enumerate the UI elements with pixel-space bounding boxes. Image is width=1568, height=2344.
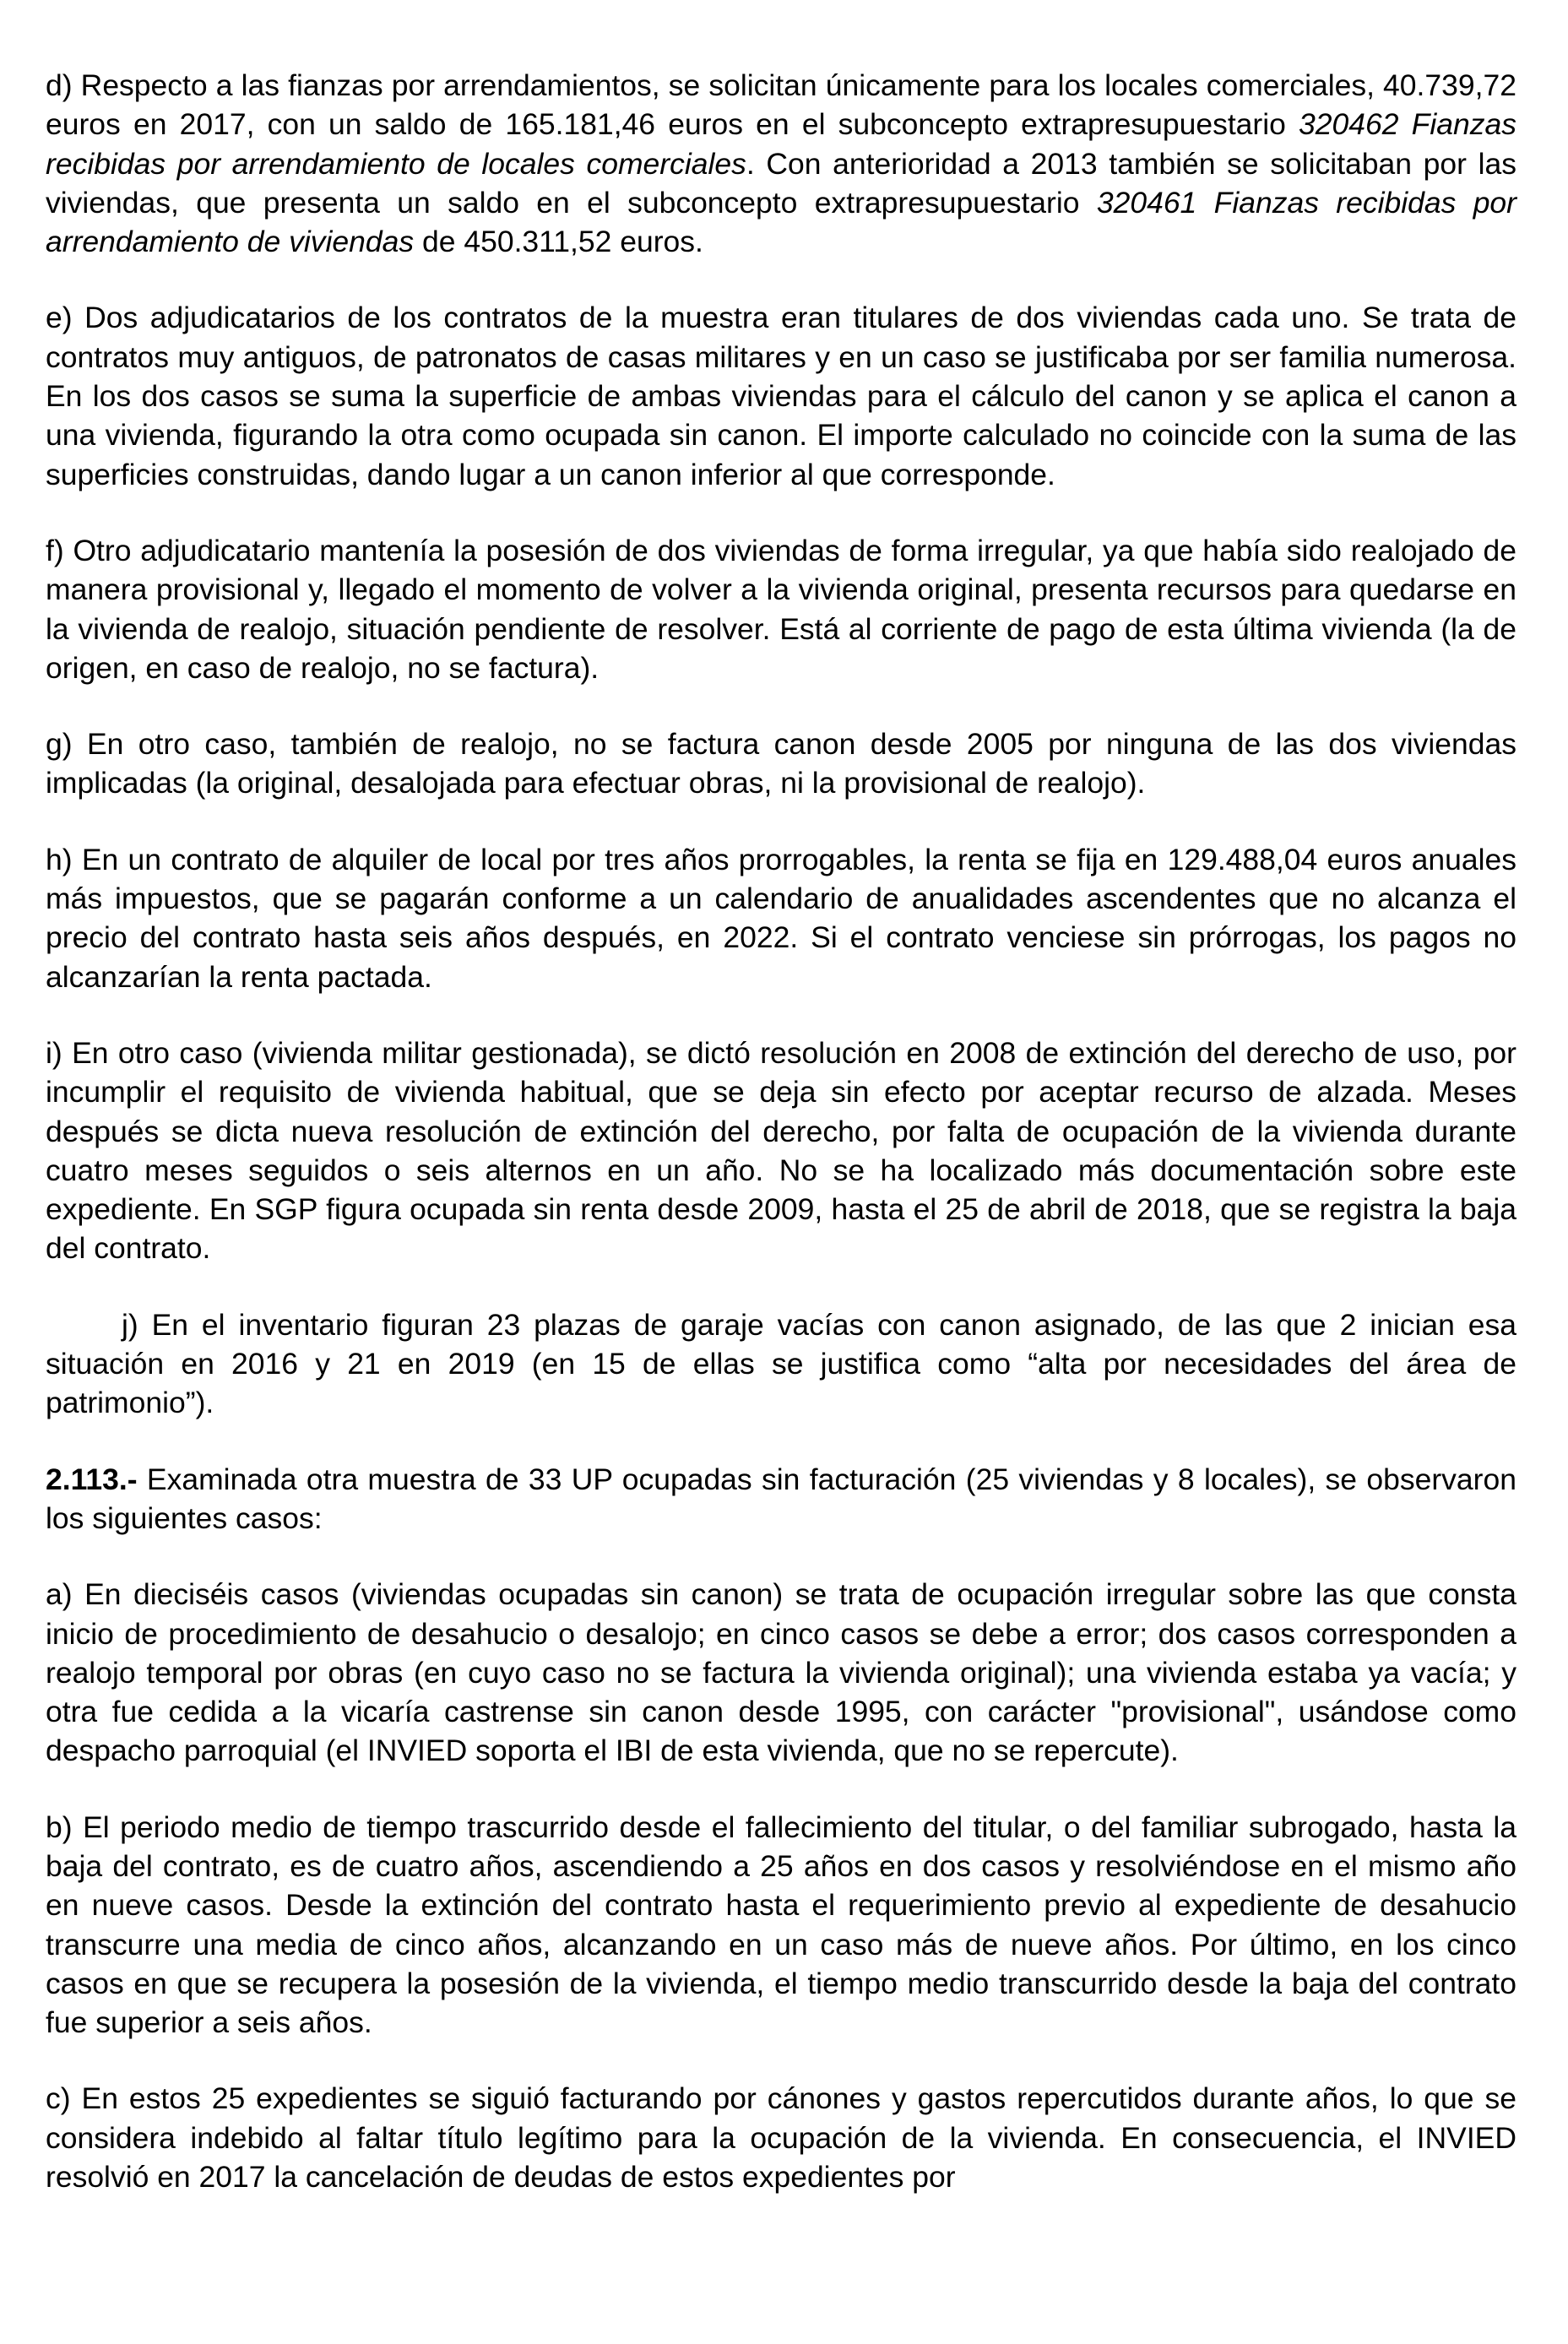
paragraph-text: b) El periodo medio de tiempo trascurrido desde el fallecimiento del titular, o del familiar subrogado, hasta la baja del contrato, es de cuatro años, ascendiendo a 25 años en dos casos y resolviéndose en el mismo año en nueve casos. Desde la extinción del contrato hasta el requerimiento previo al expediente de desahucio transcurre una media de cinco años, alcanzando en un caso más de nueve años. Por último, en los cinco casos en que se recupera la posesión de la vivienda, el tiempo medio transcurrido desde la baja del contrato fue superior a seis años.	[46, 1810, 1516, 2040]
paragraph-text: a) En dieciséis casos (viviendas ocupadas sin canon) se trata de ocupación irregular sobre las que consta inicio de procedimiento de desahucio o desalojo; en cinco casos se debe a error; dos casos corresponden a realojo temporal por obras (en cuyo caso no se factura la vivienda original); una vivienda estaba ya vacía; y otra fue cedida a la vicaría castrense sin canon desde 1995, con carácter "provisional", usándose como despacho parroquial (el INVIED soporta el IBI de esta vivienda, que no se repercute).	[46, 1577, 1516, 1768]
paragraph-text: h) En un contrato de alquiler de local por tres años prorrogables, la renta se fija en 129.488,04 euros anuales más impuestos, que se pagarán conforme a un calendario de anualidades ascendentes que no alcanza el precio del contrato hasta seis años después, en 2022. Si el contrato venciese sin prórrogas, los pagos no alcanzarían la renta pactada.	[46, 842, 1516, 994]
paragraph-text: de 450.311,52 euros.	[414, 225, 703, 259]
paragraph-b	[46, 1808, 1516, 2043]
paragraph-text: d) Respecto a las fianzas por arrendamientos, se solicitan únicamente para los locales comerciales, 40.739,72 euros en 2017, con un saldo de 165.181,46 euros en el subconcepto extrapresupuestario	[46, 68, 1516, 142]
paragraph-text: e) Dos adjudicatarios de los contratos de la muestra eran titulares de dos viviendas cada uno. Se trata de contratos muy antiguos, de patronatos de casas militares y en un caso se justificaba por ser familia numerosa. En los dos casos se suma la superficie de ambas viviendas para el cálculo del canon y se aplica el canon a una vivienda, figurando la otra como ocupada sin canon. El importe calculado no coincide con la suma de las superficies construidas, dando lugar a un canon inferior al que corresponde.	[46, 301, 1516, 491]
document-page	[46, 66, 1516, 2233]
paragraph-h	[46, 840, 1516, 996]
italic-text: 320462 Fianzas recibidas por arrendamiento de locales comerciales	[46, 107, 1516, 181]
paragraph-text: c) En estos 25 expedientes se siguió facturando por cánones y gastos repercutidos durante años, lo que se considera indebido al faltar título legítimo para la ocupación de la vivienda. En consecuencia, el INVIED resolvió en 2017 la cancelación de deudas de estos expedientes por	[46, 2081, 1516, 2195]
paragraph-j	[46, 1305, 1516, 1423]
paragraph-text: g) En otro caso, también de realojo, no se factura canon desde 2005 por ninguna de las dos viviendas implicadas (la original, desalojada para efectuar obras, ni la provisional de realojo).	[46, 727, 1516, 800]
paragraph-text: i) En otro caso (vivienda militar gestionada), se dictó resolución en 2008 de extinción del derecho de uso, por incumplir el requisito de vivienda habitual, que se deja sin efecto por aceptar recurso de alzada. Meses después se dicta nueva resolución de extinción del derecho, por falta de ocupación de la vivienda durante cuatro meses seguidos o seis alternos en un año. No se ha localizado más documentación sobre este expediente. En SGP figura ocupada sin renta desde 2009, hasta el 25 de abril de 2018, que se registra la baja del contrato.	[46, 1035, 1516, 1266]
paragraph-f	[46, 531, 1516, 687]
paragraph-i	[46, 1034, 1516, 1268]
section-number: 2.113.-	[46, 1462, 138, 1496]
paragraph-text: . Con anterioridad a 2013 también se solicitaban por las viviendas, que presenta un saldo en el subconcepto extrapresupuestario	[46, 146, 1516, 220]
paragraph-e	[46, 298, 1516, 493]
paragraph-a	[46, 1575, 1516, 1770]
paragraph-text: j) En el inventario figuran 23 plazas de garaje vacías con canon asignado, de las que 2 inician esa situación en 2016 y 21 en 2019 (en 15 de ellas se justifica como “alta por necesidades del área de patrimonio”).	[46, 1307, 1516, 1420]
paragraph-g	[46, 724, 1516, 803]
italic-text: 320461 Fianzas recibidas por arrendamiento de viviendas	[46, 185, 1516, 259]
paragraph-c	[46, 2079, 1516, 2196]
paragraph-text: f) Otro adjudicatario mantenía la posesión de dos viviendas de forma irregular, ya que había sido realojado de manera provisional y, llegado el momento de volver a la vivienda original, presenta recursos para quedarse en la vivienda de realojo, situación pendiente de resolver. Está al corriente de pago de esta última vivienda (la de origen, en caso de realojo, no se factura).	[46, 533, 1516, 685]
paragraph-2-113	[46, 1460, 1516, 1538]
paragraph-text: Examinada otra muestra de 33 UP ocupadas sin facturación (25 viviendas y 8 locales), se observaron los siguientes casos:	[46, 1462, 1516, 1535]
paragraph-d	[46, 66, 1516, 261]
